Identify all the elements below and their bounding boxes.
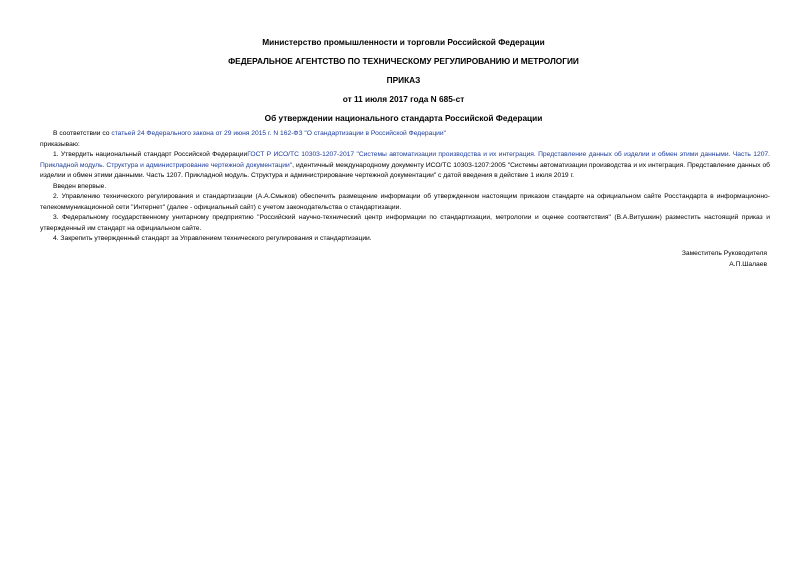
item-3: 3. Федеральному государственному унитарному предприятию "Российский научно-технический центр информации по стандартизации, метрологии и оценке соответствия" (В.А.Витушкин) разместить настоящий приказ и утвержденный им стандарт на официальном сайте. <box>40 214 770 232</box>
item-2: 2. Управлению технического регулирования и стандартизации (А.А.Смыков) обеспечить размещение информации об утвержденном настоящим приказом стандарте на официальном сайте Росстандарта в информационно-телекоммуникационной сети "Интернет" (далее - официальный сайт) с учетом законодательства о стандартизации. <box>40 193 770 211</box>
signature-block <box>682 249 767 270</box>
introduced-first-note: Введен впервые. <box>53 182 107 190</box>
signatory-name: А.П.Шалаев <box>729 260 767 268</box>
order-heading: ПРИКАЗ <box>386 75 421 85</box>
item-4: 4. Закрепить утвержденный стандарт за Управлением технического регулирования и стандартизации. <box>53 235 372 242</box>
intro-paragraph <box>40 129 770 140</box>
gost-standard-link[interactable]: ГОСТ Р ИСО/ТС 10303-1207-2017 "Системы автоматизации производства и их интеграция. Представление данных об изделии и обмен этими данными. Часть 1207. Прикладной модуль. Структура и администрирование чертежной документации" <box>40 151 770 169</box>
intro-prefix: В соответствии со <box>53 130 112 137</box>
order-body <box>40 129 770 245</box>
item-1 <box>40 150 770 182</box>
ministry-title: Министерство промышленности и торговли Российской Федерации <box>262 37 545 47</box>
agency-title: ФЕДЕРАЛЬНОЕ АГЕНТСТВО ПО ТЕХНИЧЕСКОМУ РЕГУЛИРОВАНИЮ И МЕТРОЛОГИИ <box>228 56 579 66</box>
order-date-number: от 11 июля 2017 года N 685-ст <box>342 94 465 104</box>
item-1-suffix: , идентичный международному документу ИСО/ТС 10303-1207:2005 "Системы автоматизации производства и их интеграция. Представление данных об изделии и обмен этими данными. Часть 1207. Прикладной модуль. Структура и администрирование чертежной документации" с датой введения в действие 1 июля 2019 г. <box>40 161 771 179</box>
item-1-prefix: 1. Утвердить национальный стандарт Российской Федерации <box>53 151 248 158</box>
order-word: приказываю: <box>40 140 80 148</box>
order-subject: Об утверждении национального стандарта Российской Федерации <box>264 113 543 123</box>
signatory-position: Заместитель Руководителя <box>681 250 767 257</box>
federal-law-link[interactable]: статьей 24 Федерального закона от 29 июня 2015 г. N 162-ФЗ "О стандартизации в Российской Федерации" <box>111 130 447 137</box>
